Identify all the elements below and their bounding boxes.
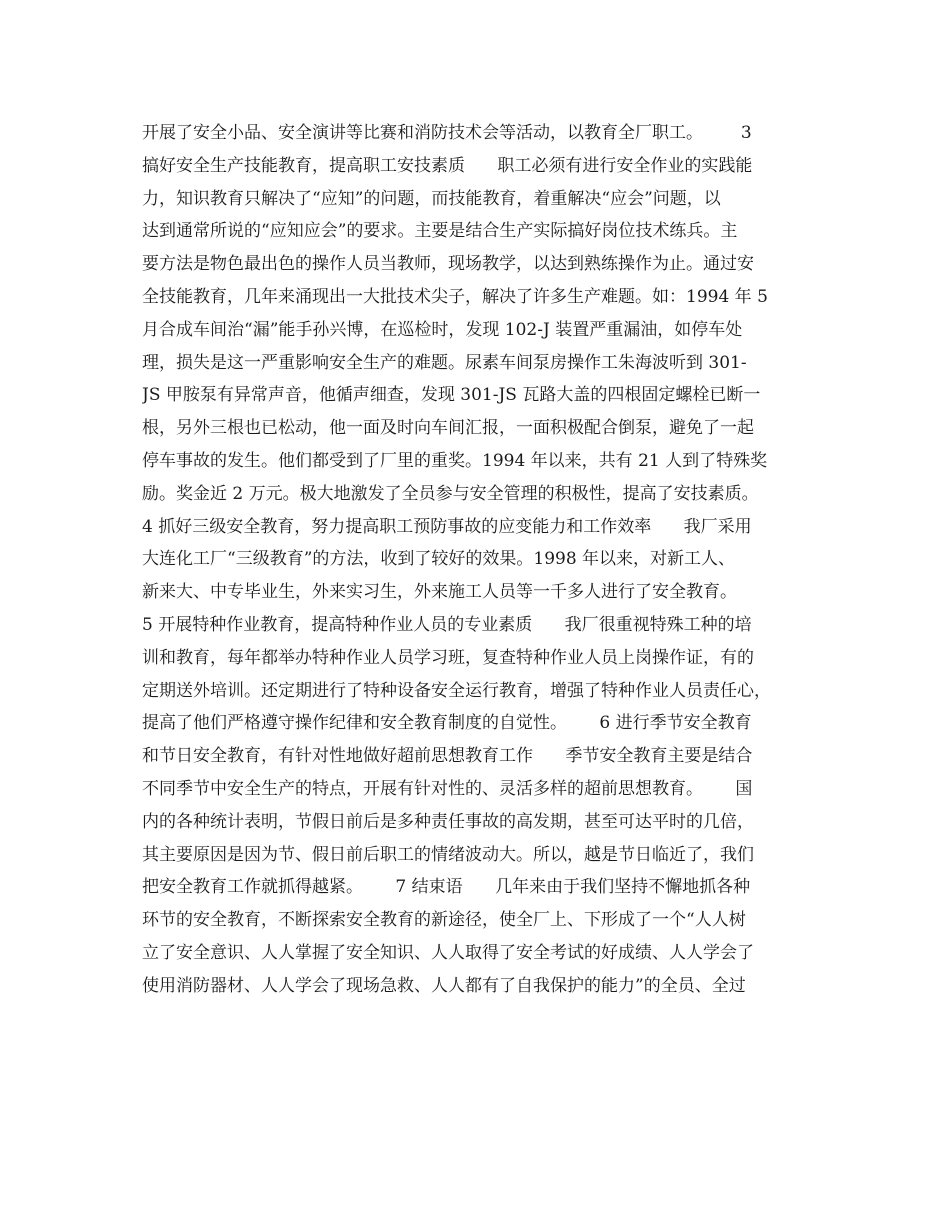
text-line: 定期送外培训。还定期进行了特种设备安全运行教育，增强了特种作业人员责任心， (142, 680, 771, 701)
text-line: 根，另外三根也已松动，他一面及时向车间汇报，一面积极配合倒泵，避免了一起 (142, 418, 754, 439)
text-line: 5 开展特种作业教育，提高特种作业人员的专业素质 我厂很重视特殊工种的培 (142, 614, 752, 635)
text-line: 力，知识教育只解决了“应知”的问题，而技能教育，着重解决“应会”问题，以 (142, 188, 721, 209)
text-line: JS 甲胺泵有异常声音，他循声细查，发现 301-JS 瓦路大盖的四根固定螺栓已断一 (142, 385, 761, 406)
text-line: 全技能教育，几年来涌现出一大批技术尖子，解决了许多生产难题。如：1994 年 5 (142, 286, 768, 307)
text-line: 理，损失是这一严重影响安全生产的难题。尿素车间泵房操作工朱海波听到 301- (142, 352, 747, 373)
text-line: 不同季节中安全生产的特点，开展有针对性的、灵活多样的超前思想教育。 国 (142, 778, 753, 799)
text-line: 和节日安全教育，有针对性地做好超前思想教育工作 季节安全教育主要是结合 (142, 746, 753, 767)
text-line: 要方法是物色最出色的操作人员当教师，现场教学，以达到熟练操作为止。通过安 (142, 254, 754, 275)
text-line: 其主要原因是因为节、假日前后职工的情绪波动大。所以，越是节日临近了，我们 (142, 844, 754, 865)
text-line: 达到通常所说的“应知应会”的要求。主要是结合生产实际搞好岗位技术练兵。主 (142, 221, 738, 242)
text-line: 提高了他们严格遵守操作纪律和安全教育制度的自觉性。 6 进行季节安全教育 (142, 713, 752, 734)
text-line: 4 抓好三级安全教育，努力提高职工预防事故的应变能力和工作效率 我厂采用 (142, 516, 752, 537)
text-line: 大连化工厂“三级教育”的方法，收到了较好的效果。1998 年以来，对新工人、 (142, 549, 736, 570)
text-line: 新来大、中专毕业生，外来实习生，外来施工人员等一千多人进行了安全教育。 (142, 582, 737, 603)
text-line: 停车事故的发生。他们都受到了厂里的重奖。1994 年以来，共有 21 人到了特殊奖 (142, 450, 768, 471)
body-text (142, 117, 812, 1003)
text-line: 训和教育，每年都举办特种作业人员学习班，复查特种作业人员上岗操作证，有的 (142, 647, 754, 668)
text-line: 环节的安全教育，不断探索安全教育的新途径，使全厂上、下形成了一个“人人树 (142, 910, 746, 931)
text-line: 内的各种统计表明，节假日前后是多种责任事故的高发期，甚至可达平时的几倍， (142, 811, 754, 832)
text-line: 开展了安全小品、安全演讲等比赛和消防技术会等活动，以教育全厂职工。 3 (142, 123, 752, 143)
text-line: 月合成车间治“漏”能手孙兴博，在巡检时，发现 102-J 装置严重漏油，如停车处 (142, 319, 743, 340)
text-line: 搞好安全生产技能教育，提高职工安技素质 职工必须有进行安全作业的实践能 (142, 155, 753, 176)
text-line: 把安全教育工作就抓得越紧。 7 结束语 几年来由于我们坚持不懈地抓各种 (142, 877, 751, 898)
text-line: 立了安全意识、人人掌握了安全知识、人人取得了安全考试的好成绩、人人学会了 (142, 942, 754, 963)
text-line: 励。奖金近 2 万元。极大地激发了全员参与安全管理的积极性，提高了安技素质。 (142, 483, 759, 504)
text-line: 使用消防器材、人人学会了现场急救、人人都有了自我保护的能力”的全员、全过 (142, 975, 746, 996)
